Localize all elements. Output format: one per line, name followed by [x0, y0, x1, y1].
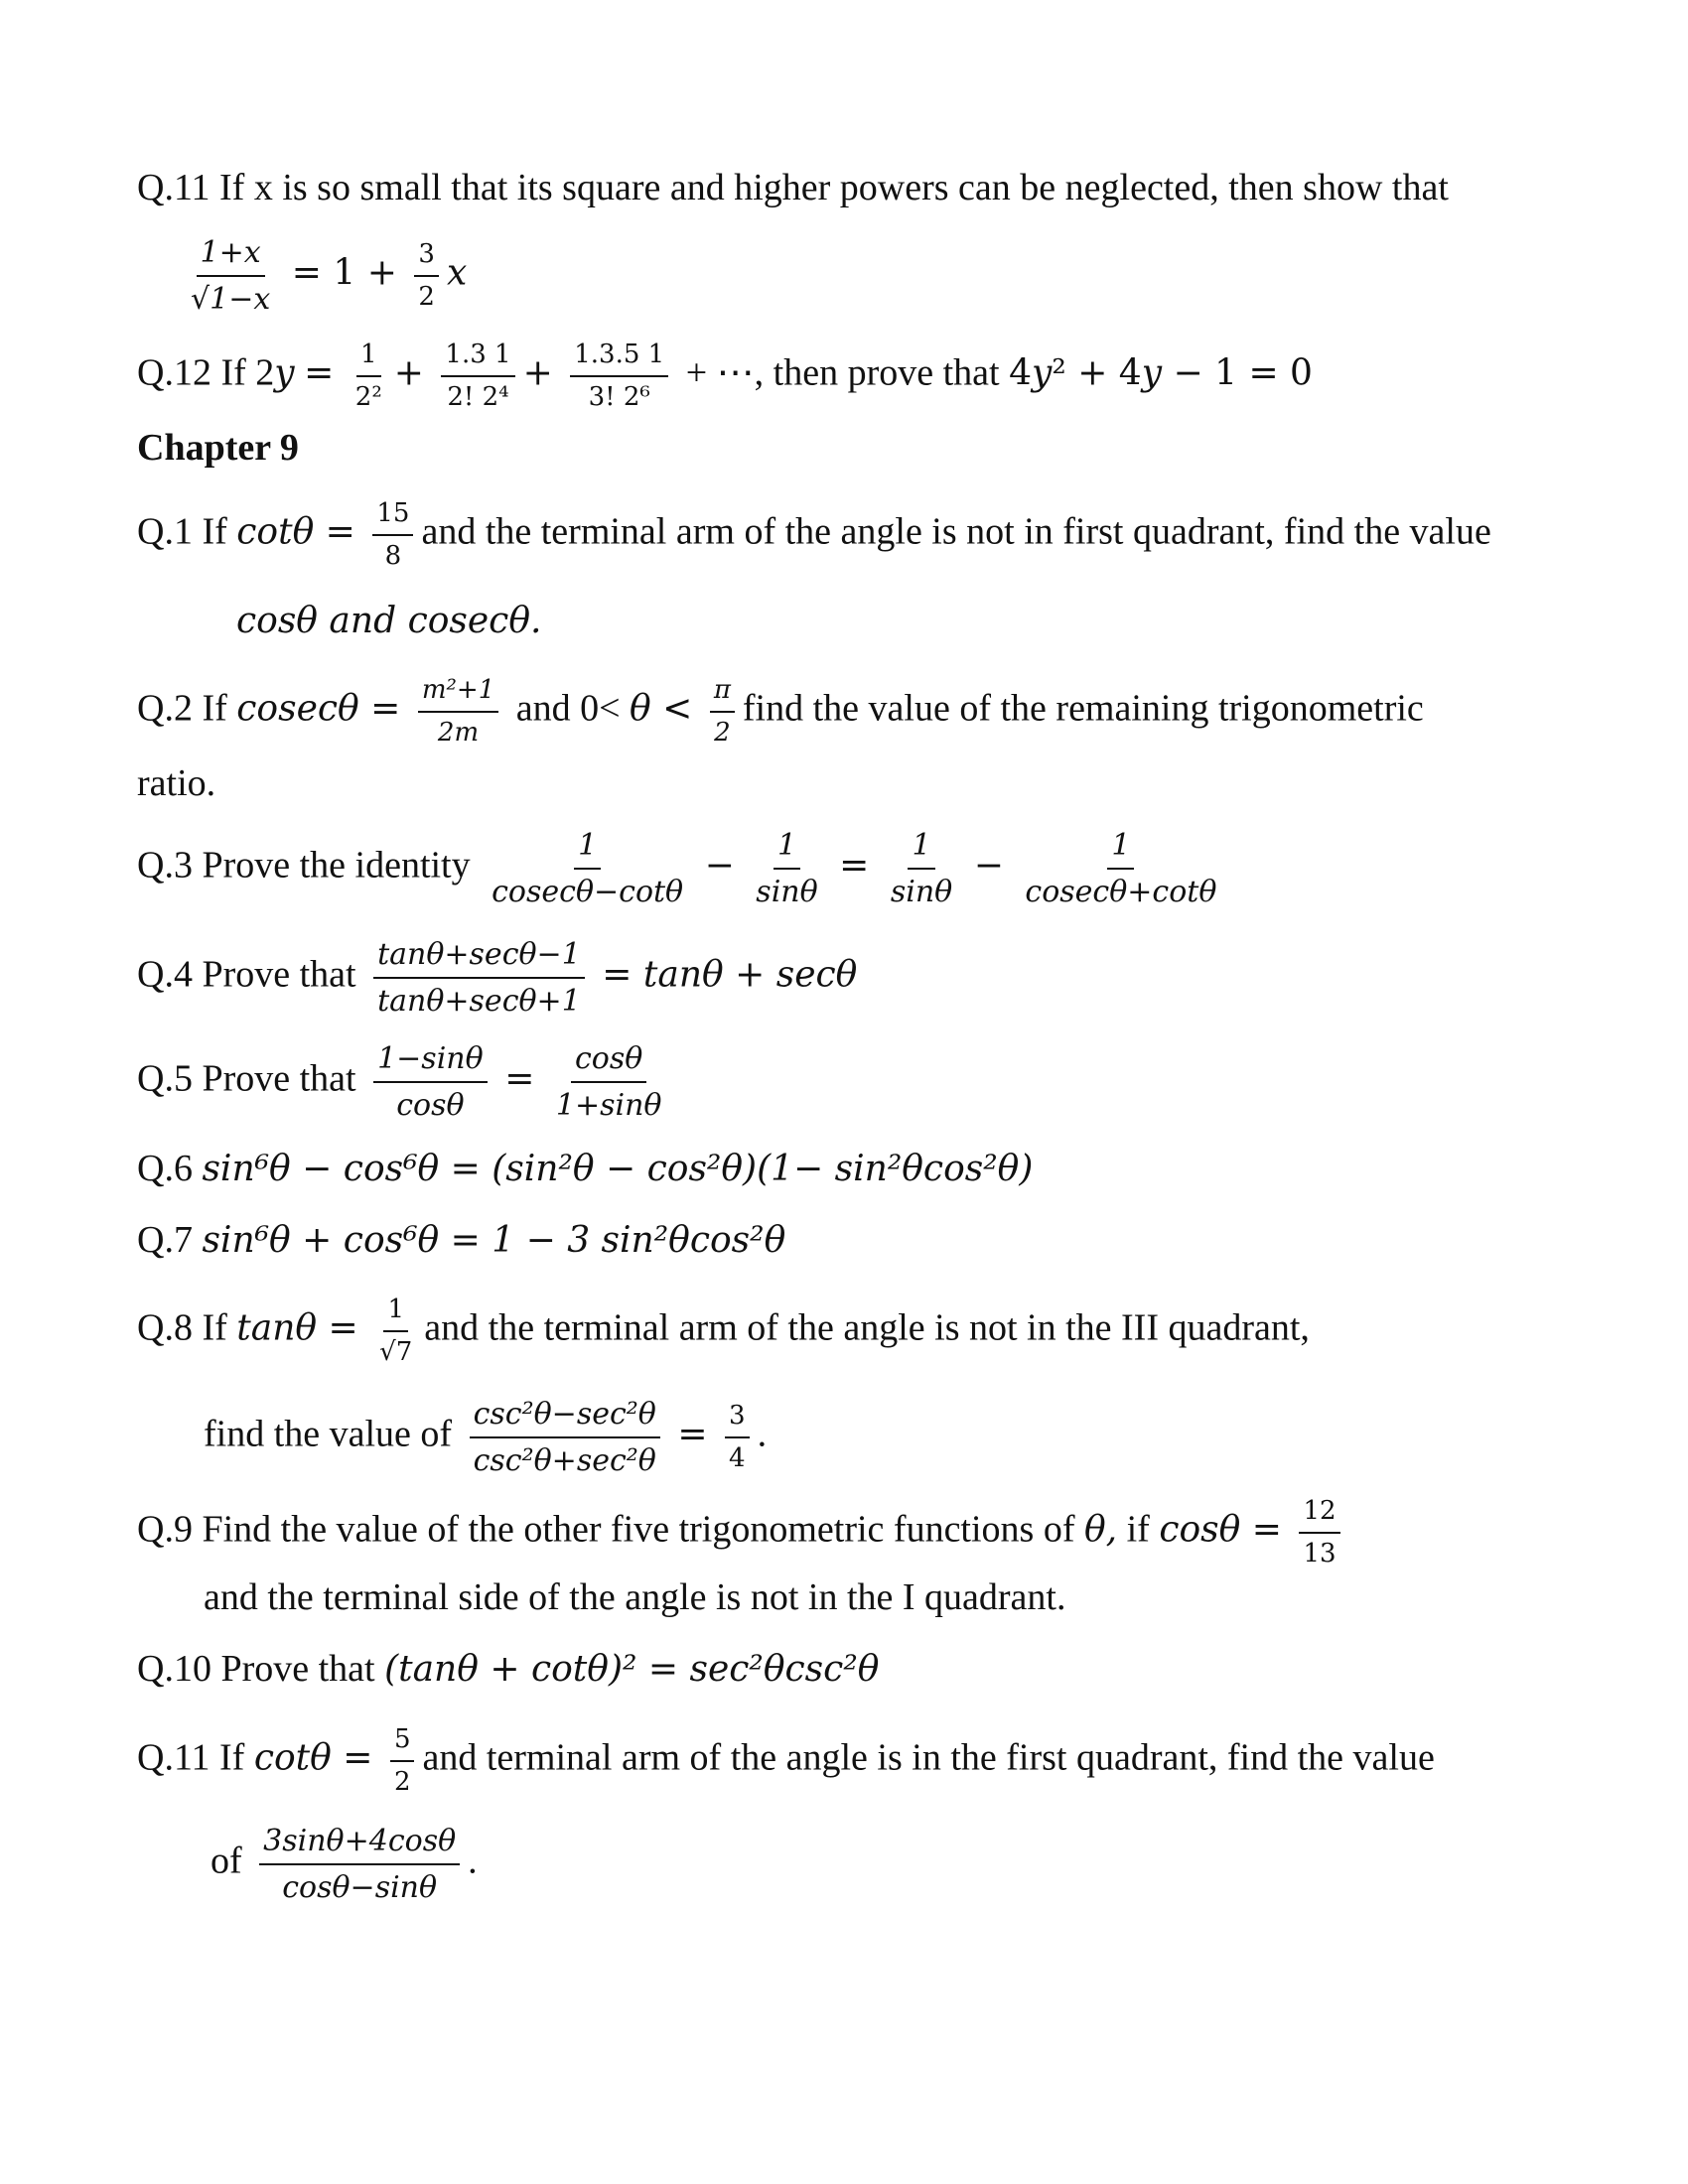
q1-fraction: $\frac{15}{8}$ [372, 499, 413, 570]
q11a-coefficient: $\frac{3}{2}$ [414, 240, 439, 311]
q2-statement: Q.2 If 𝑐𝑜𝑠𝑒𝑐𝜃 = $\frac{\text{𝑚²+1}}{\text{2𝑚}}$ and 0< 𝜃 < $\frac{\text{𝜋}}{2}$ find the value of the remaining trigonometric [137, 675, 1424, 748]
q3-fraction-2: $\frac{1}{\text{𝑠𝑖𝑛𝜃}}$ [756, 828, 818, 909]
q11b-line2: of $\frac{\text{3𝑠𝑖𝑛𝜃+4𝑐𝑜𝑠𝜃}}{\text{𝑐𝑜𝑠𝜃−𝑠𝑖𝑛𝜃}}$ . [211, 1824, 478, 1905]
q12-term-1: $\frac{1}{\text{2²}}$ [354, 340, 382, 412]
q3-fraction-1: $\frac{1}{\text{𝑐𝑜𝑠𝑒𝑐𝜃−𝑐𝑜𝑡𝜃}}$ [492, 828, 684, 909]
q4-statement: Q.4 Prove that $\frac{\text{𝑡𝑎𝑛𝜃+𝑠𝑒𝑐𝜃−1}}{\text{𝑡𝑎𝑛𝜃+𝑠𝑒𝑐𝜃+1}}$ = 𝑡𝑎𝑛𝜃 + 𝑠𝑒𝑐𝜃 [137, 937, 858, 1019]
q3-fraction-4: $\frac{1}{\text{𝑐𝑜𝑠𝑒𝑐𝜃+𝑐𝑜𝑡𝜃}}$ [1025, 828, 1217, 909]
q5-fraction-left: $\frac{\text{1−𝑠𝑖𝑛𝜃}}{\text{𝑐𝑜𝑠𝜃}}$ [373, 1042, 488, 1122]
q8-fraction: $\frac{1}{√7}$ [379, 1295, 413, 1367]
q11b-fraction: $\frac{5}{2}$ [390, 1725, 415, 1796]
q12-statement: Q.12 If 2𝑦 = $\frac{1}{\text{2²}}$ + $\frac{1.3 1}{\text{2! 2⁴}}$ + $\frac{1.3.5 1}{\text{3! 2⁶}}$ + ⋯, then prove that 4𝑦² + 4𝑦 − 1 = 0 [137, 340, 1313, 412]
q3-statement: Q.3 Prove the identity $\frac{1}{\text{𝑐𝑜𝑠𝑒𝑐𝜃−𝑐𝑜𝑡𝜃}}$ − $\frac{1}{\text{𝑠𝑖𝑛𝜃}}$ = $\frac{1}{\text{sin𝜃}}$ − $\frac{1}{\text{𝑐𝑜𝑠𝑒𝑐𝜃+𝑐𝑜𝑡𝜃}}$ [137, 829, 1228, 908]
q2-line2: ratio. [137, 762, 216, 804]
q9-fraction: $\frac{12}{13}$ [1299, 1497, 1339, 1568]
q11a-fraction: $\frac{\text{1+𝑥}}{\text{√1−𝑥}}$ [191, 235, 271, 317]
q6-statement: Q.6 𝑠𝑖𝑛⁶𝜃 − 𝑐𝑜𝑠⁶𝜃 = (𝑠𝑖𝑛²𝜃 − 𝑐𝑜𝑠²𝜃)(1− 𝑠𝑖𝑛²𝜃𝑐𝑜𝑠²𝜃) [137, 1148, 1034, 1189]
q10-statement: Q.10 Prove that (𝑡𝑎𝑛𝜃 + 𝑐𝑜𝑡𝜃)² = 𝑠𝑒𝑐²𝜃𝑐𝑠𝑐²𝜃 [137, 1648, 880, 1690]
q11b-statement: Q.11 If 𝑐𝑜𝑡𝜃 = $\frac{5}{2}$ and terminal arm of the angle is in the first quadrant, find the value [137, 1724, 1435, 1797]
q1-statement: Q.1 If 𝑐𝑜𝑡𝜃 = $\frac{15}{8}$ and the terminal arm of the angle is not in first quadrant, find the value [137, 498, 1491, 571]
q4-fraction: $\frac{\text{𝑡𝑎𝑛𝜃+𝑠𝑒𝑐𝜃−1}}{\text{𝑡𝑎𝑛𝜃+𝑠𝑒𝑐𝜃+1}}$ [373, 938, 585, 1018]
q5-statement: Q.5 Prove that $\frac{\text{1−𝑠𝑖𝑛𝜃}}{\text{𝑐𝑜𝑠𝜃}}$ = $\frac{\text{𝑐𝑜𝑠𝜃}}{\text{1+𝑠𝑖𝑛𝜃}}$ [137, 1042, 673, 1122]
q1-line2: 𝑐𝑜𝑠𝜃 𝑎𝑛𝑑 𝑐𝑜𝑠𝑒𝑐𝜃. [236, 601, 542, 641]
q9-line2: and the terminal side of the angle is not in the I quadrant. [204, 1576, 1066, 1618]
q7-statement: Q.7 𝑠𝑖𝑛⁶𝜃 + 𝑐𝑜𝑠⁶𝜃 = 1 − 3 𝑠𝑖𝑛²𝜃𝑐𝑜𝑠²𝜃 [137, 1219, 786, 1261]
q12-term-2: $\frac{1.3 1}{\text{2! 2⁴}}$ [441, 341, 514, 411]
q2-pi-fraction: $\frac{\text{𝜋}}{2}$ [710, 676, 735, 747]
q12-term-3: $\frac{1.3.5 1}{\text{3! 2⁶}}$ [570, 341, 668, 411]
q2-fraction: $\frac{\text{𝑚²+1}}{\text{2𝑚}}$ [418, 676, 498, 747]
q8-line2: find the value of $\frac{\text{𝑐𝑠𝑐²𝜃−𝑠𝑒𝑐²𝜃}}{\text{𝑐𝑠𝑐²𝜃+𝑠𝑒𝑐²𝜃}}$ = $\frac{3}{4}$ . [204, 1397, 768, 1478]
chapter-heading: Chapter 9 [137, 427, 299, 469]
q8-fraction-3: $\frac{3}{4}$ [725, 1402, 750, 1472]
q11b-fraction-2: $\frac{\text{3𝑠𝑖𝑛𝜃+4𝑐𝑜𝑠𝜃}}{\text{𝑐𝑜𝑠𝜃−𝑠𝑖𝑛𝜃}}$ [259, 1825, 460, 1904]
q8-statement: Q.8 If 𝑡𝑎𝑛𝜃 = $\frac{1}{√7}$ and the terminal arm of the angle is not in the III quadrant, [137, 1295, 1310, 1367]
q9-statement: Q.9 Find the value of the other five trigonometric functions of 𝜃, if 𝑐𝑜𝑠𝜃 = $\frac{12}{13}$ [137, 1497, 1348, 1568]
q11a-statement: Q.11 If x is so small that its square and higher powers can be neglected, then show that [137, 167, 1449, 208]
q5-fraction-right: $\frac{\text{𝑐𝑜𝑠𝜃}}{\text{1+𝑠𝑖𝑛𝜃}}$ [555, 1041, 662, 1123]
q8-fraction-2: $\frac{\text{𝑐𝑠𝑐²𝜃−𝑠𝑒𝑐²𝜃}}{\text{𝑐𝑠𝑐²𝜃+𝑠𝑒𝑐²𝜃}}$ [470, 1398, 660, 1477]
q3-fraction-3: $\frac{1}{\text{sin𝜃}}$ [890, 828, 953, 909]
q11a-equation: $\frac{\text{1+𝑥}}{\text{√1−𝑥}}$ = 1 + $\frac{3}{2}$ 𝑥 [179, 236, 467, 316]
